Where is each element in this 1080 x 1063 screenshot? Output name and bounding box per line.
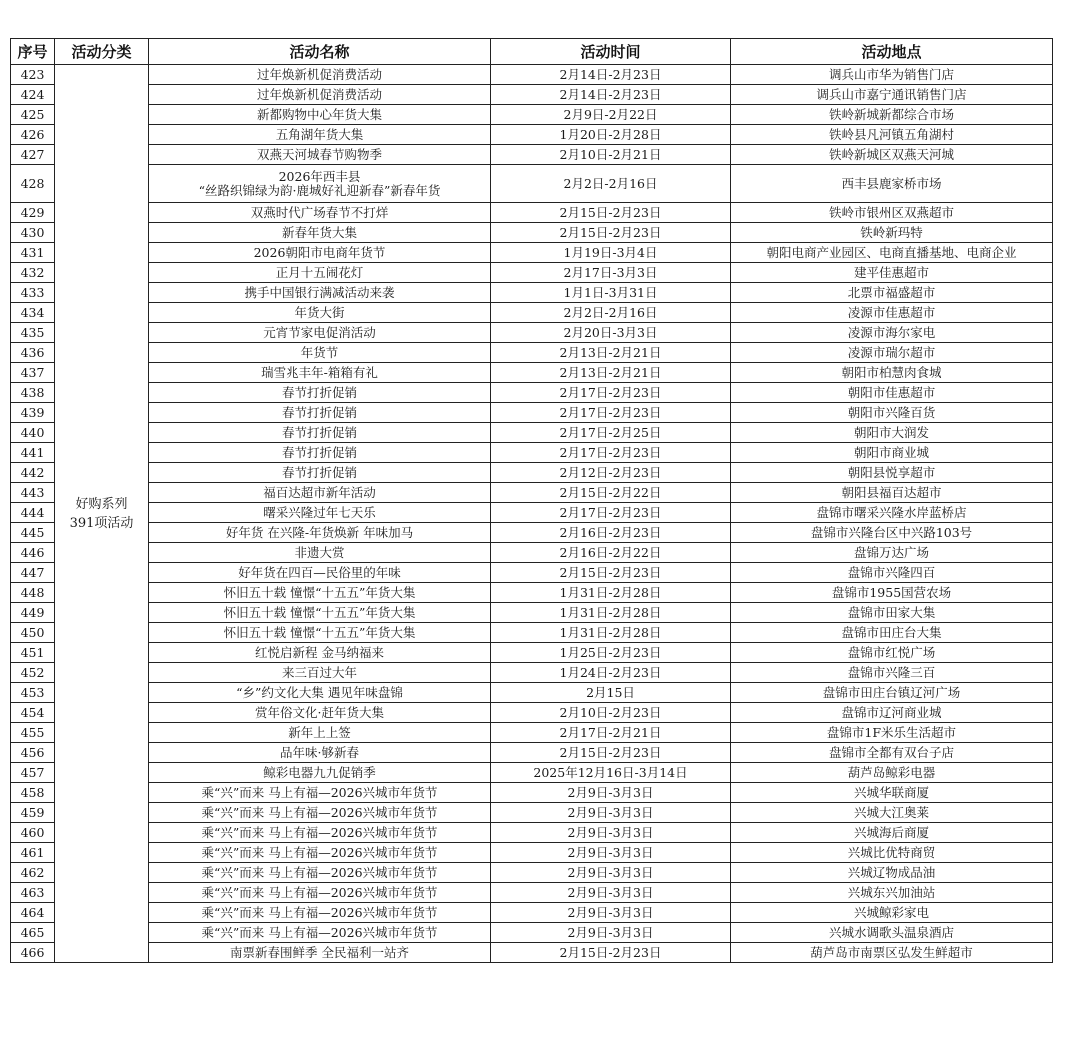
table-row	[11, 923, 1053, 943]
activity-name: 携手中国银行满减活动来袭	[149, 283, 491, 303]
activity-place: 盘锦市辽河商业城	[731, 703, 1053, 723]
activity-place: 盘锦市田庄台镇辽河广场	[731, 683, 1053, 703]
table-row	[11, 723, 1053, 743]
row-number: 457	[11, 763, 55, 783]
activity-name: 春节打折促销	[149, 443, 491, 463]
activity-name: 来三百过大年	[149, 663, 491, 683]
activity-place: 建平佳惠超市	[731, 263, 1053, 283]
activity-place: 朝阳电商产业园区、电商直播基地、电商企业	[731, 243, 1053, 263]
activity-name-line-1: 2026年西丰县	[278, 168, 361, 184]
row-number: 431	[11, 243, 55, 263]
activity-time: 2月12日-2月23日	[491, 463, 731, 483]
row-number: 425	[11, 105, 55, 125]
row-number: 459	[11, 803, 55, 823]
activity-name: 过年焕新机促消费活动	[149, 85, 491, 105]
activity-place: 朝阳市商业城	[731, 443, 1053, 463]
table-row	[11, 383, 1053, 403]
activity-place: 铁岭市银州区双燕超市	[731, 203, 1053, 223]
activity-name: 正月十五闹花灯	[149, 263, 491, 283]
row-number: 429	[11, 203, 55, 223]
table-row	[11, 243, 1053, 263]
row-number: 443	[11, 483, 55, 503]
activity-name: 2026朝阳市电商年货节	[149, 243, 491, 263]
activity-name: 春节打折促销	[149, 383, 491, 403]
row-number: 427	[11, 145, 55, 165]
activity-time: 1月31日-2月28日	[491, 603, 731, 623]
row-number: 435	[11, 323, 55, 343]
activity-name: 福百达超市新年活动	[149, 483, 491, 503]
row-number: 452	[11, 663, 55, 683]
activity-time: 2月16日-2月22日	[491, 543, 731, 563]
row-number: 434	[11, 303, 55, 323]
activity-time: 2月13日-2月21日	[491, 343, 731, 363]
table-row	[11, 403, 1053, 423]
table-row	[11, 343, 1053, 363]
activity-time: 1月1日-3月31日	[491, 283, 731, 303]
table-row	[11, 443, 1053, 463]
table-row	[11, 65, 1053, 85]
activity-time: 2月9日-2月22日	[491, 105, 731, 125]
row-number: 453	[11, 683, 55, 703]
table-row	[11, 303, 1053, 323]
table-row	[11, 803, 1053, 823]
activity-time: 2月20日-3月3日	[491, 323, 731, 343]
activity-place: 调兵山市华为销售门店	[731, 65, 1053, 85]
header-category: 活动分类	[55, 39, 149, 65]
activity-name: 乘“兴”而来 马上有福—2026兴城市年货节	[149, 883, 491, 903]
table-row	[11, 823, 1053, 843]
activity-time: 2月17日-2月23日	[491, 443, 731, 463]
activity-time: 1月24日-2月23日	[491, 663, 731, 683]
activity-name: 好年货在四百—民俗里的年味	[149, 563, 491, 583]
header-row	[11, 39, 1053, 65]
activity-time: 1月31日-2月28日	[491, 583, 731, 603]
activity-name: 年货节	[149, 343, 491, 363]
activity-place: 兴城辽物成品油	[731, 863, 1053, 883]
activity-place: 朝阳县福百达超市	[731, 483, 1053, 503]
table-row	[11, 125, 1053, 145]
activity-name	[149, 165, 491, 203]
activity-place: 兴城水调歌头温泉酒店	[731, 923, 1053, 943]
table-row	[11, 603, 1053, 623]
activity-time: 2月2日-2月16日	[491, 165, 731, 203]
table-row	[11, 863, 1053, 883]
table-row	[11, 423, 1053, 443]
activity-time: 2月9日-3月3日	[491, 803, 731, 823]
activity-place: 兴城华联商厦	[731, 783, 1053, 803]
table-row	[11, 203, 1053, 223]
activity-place: 兴城海后商厦	[731, 823, 1053, 843]
table-row	[11, 903, 1053, 923]
table-row	[11, 223, 1053, 243]
activity-name: 新春年货大集	[149, 223, 491, 243]
table-row	[11, 563, 1053, 583]
activity-time: 2月17日-2月23日	[491, 503, 731, 523]
row-number: 444	[11, 503, 55, 523]
activity-place: 盘锦市田家大集	[731, 603, 1053, 623]
activity-name: 乘“兴”而来 马上有福—2026兴城市年货节	[149, 783, 491, 803]
row-number: 423	[11, 65, 55, 85]
table-row	[11, 683, 1053, 703]
activity-place: 凌源市瑞尔超市	[731, 343, 1053, 363]
activity-place: 调兵山市嘉宁通讯销售门店	[731, 85, 1053, 105]
activity-time: 1月31日-2月28日	[491, 623, 731, 643]
activity-place: 盘锦市1955国营农场	[731, 583, 1053, 603]
activity-time: 1月25日-2月23日	[491, 643, 731, 663]
activity-place: 铁岭新城新都综合市场	[731, 105, 1053, 125]
activity-name: 双燕时代广场春节不打烊	[149, 203, 491, 223]
row-number: 455	[11, 723, 55, 743]
row-number: 454	[11, 703, 55, 723]
row-number: 460	[11, 823, 55, 843]
activity-name: 瑞雪兆丰年-箱箱有礼	[149, 363, 491, 383]
activity-time: 2月15日-2月23日	[491, 743, 731, 763]
table-row	[11, 763, 1053, 783]
activity-name: 乘“兴”而来 马上有福—2026兴城市年货节	[149, 903, 491, 923]
activity-place: 盘锦市曙采兴隆水岸蓝桥店	[731, 503, 1053, 523]
activity-place: 盘锦万达广场	[731, 543, 1053, 563]
table-row	[11, 165, 1053, 203]
table-row	[11, 703, 1053, 723]
activity-name: 春节打折促销	[149, 403, 491, 423]
table-row	[11, 783, 1053, 803]
row-number: 428	[11, 165, 55, 203]
activity-place: 兴城大江奥莱	[731, 803, 1053, 823]
row-number: 446	[11, 543, 55, 563]
row-number: 430	[11, 223, 55, 243]
activity-place: 兴城比优特商贸	[731, 843, 1053, 863]
activity-name: 春节打折促销	[149, 463, 491, 483]
table-row	[11, 743, 1053, 763]
activity-name: 曙采兴隆过年七天乐	[149, 503, 491, 523]
row-number: 436	[11, 343, 55, 363]
activity-time: 2月17日-2月23日	[491, 383, 731, 403]
activity-name: 品年味·够新春	[149, 743, 491, 763]
activity-time: 2月9日-3月3日	[491, 823, 731, 843]
table-row	[11, 363, 1053, 383]
row-number: 442	[11, 463, 55, 483]
activity-place: 兴城鲸彩家电	[731, 903, 1053, 923]
row-number: 456	[11, 743, 55, 763]
category-line-2: 391项活动	[69, 515, 134, 531]
row-number: 445	[11, 523, 55, 543]
activity-place: 盘锦市田庄台大集	[731, 623, 1053, 643]
activity-name: 赏年俗文化·赶年货大集	[149, 703, 491, 723]
row-number: 451	[11, 643, 55, 663]
row-number: 463	[11, 883, 55, 903]
header-place: 活动地点	[731, 39, 1053, 65]
activity-place: 北票市福盛超市	[731, 283, 1053, 303]
activity-place: 凌源市海尔家电	[731, 323, 1053, 343]
activity-time: 2月15日-2月22日	[491, 483, 731, 503]
activity-name: 年货大街	[149, 303, 491, 323]
activity-place: 西丰县鹿家桥市场	[731, 165, 1053, 203]
activity-place: 朝阳县悦享超市	[731, 463, 1053, 483]
header-name: 活动名称	[149, 39, 491, 65]
activity-place: 铁岭新玛特	[731, 223, 1053, 243]
activity-time: 2月14日-2月23日	[491, 85, 731, 105]
activity-time: 2月15日-2月23日	[491, 203, 731, 223]
table-row	[11, 643, 1053, 663]
activity-time: 2月10日-2月23日	[491, 703, 731, 723]
activity-place: 铁岭县凡河镇五角湖村	[731, 125, 1053, 145]
table-row	[11, 583, 1053, 603]
activity-time: 2月15日-2月23日	[491, 563, 731, 583]
table-row	[11, 263, 1053, 283]
activity-name: 怀旧五十载 憧憬“十五五”年货大集	[149, 583, 491, 603]
row-number: 426	[11, 125, 55, 145]
row-number: 462	[11, 863, 55, 883]
activity-place: 盘锦市兴隆台区中兴路103号	[731, 523, 1053, 543]
activity-name: 乘“兴”而来 马上有福—2026兴城市年货节	[149, 923, 491, 943]
activity-name: 鲸彩电器九九促销季	[149, 763, 491, 783]
activity-time: 2025年12月16日-3月14日	[491, 763, 731, 783]
activity-place: 朝阳市兴隆百货	[731, 403, 1053, 423]
table-row	[11, 283, 1053, 303]
row-number: 450	[11, 623, 55, 643]
activity-time: 2月17日-2月23日	[491, 403, 731, 423]
activity-place: 铁岭新城区双燕天河城	[731, 145, 1053, 165]
activity-time: 2月9日-3月3日	[491, 843, 731, 863]
row-number: 447	[11, 563, 55, 583]
activity-name: 乘“兴”而来 马上有福—2026兴城市年货节	[149, 823, 491, 843]
activity-time: 2月10日-2月21日	[491, 145, 731, 165]
activity-place: 兴城东兴加油站	[731, 883, 1053, 903]
row-number: 461	[11, 843, 55, 863]
activity-name: “乡”约文化大集 遇见年味盘锦	[149, 683, 491, 703]
table-row	[11, 623, 1053, 643]
header-time: 活动时间	[491, 39, 731, 65]
activity-place: 盘锦市兴隆三百	[731, 663, 1053, 683]
row-number: 440	[11, 423, 55, 443]
activity-name: 红悦启新程 金马纳福来	[149, 643, 491, 663]
activity-time: 2月9日-3月3日	[491, 883, 731, 903]
activity-name: 过年焕新机促消费活动	[149, 65, 491, 85]
table-row	[11, 323, 1053, 343]
table-row	[11, 663, 1053, 683]
activity-name: 乘“兴”而来 马上有福—2026兴城市年货节	[149, 843, 491, 863]
activity-table	[10, 38, 1053, 963]
table-row	[11, 523, 1053, 543]
table-row	[11, 883, 1053, 903]
row-number: 432	[11, 263, 55, 283]
category-line-1: 好购系列	[75, 496, 128, 512]
activity-time: 2月17日-2月25日	[491, 423, 731, 443]
activity-name: 五角湖年货大集	[149, 125, 491, 145]
activity-time: 2月15日-2月23日	[491, 223, 731, 243]
activity-place: 盘锦市红悦广场	[731, 643, 1053, 663]
activity-place: 凌源市佳惠超市	[731, 303, 1053, 323]
activity-place: 盘锦市兴隆四百	[731, 563, 1053, 583]
row-number: 438	[11, 383, 55, 403]
activity-place: 葫芦岛市南票区弘发生鲜超市	[731, 943, 1053, 963]
activity-time: 2月9日-3月3日	[491, 863, 731, 883]
activity-time: 2月13日-2月21日	[491, 363, 731, 383]
activity-place: 朝阳市柏慧肉食城	[731, 363, 1053, 383]
category-cell	[55, 65, 149, 963]
activity-time: 2月14日-2月23日	[491, 65, 731, 85]
activity-time: 1月19日-3月4日	[491, 243, 731, 263]
activity-name: 新都购物中心年货大集	[149, 105, 491, 125]
activity-time: 1月20日-2月28日	[491, 125, 731, 145]
table-row	[11, 503, 1053, 523]
activity-name: 新年上上签	[149, 723, 491, 743]
activity-place: 葫芦岛鲸彩电器	[731, 763, 1053, 783]
row-number: 466	[11, 943, 55, 963]
activity-time: 2月16日-2月23日	[491, 523, 731, 543]
activity-name: 非遗大赏	[149, 543, 491, 563]
activity-name: 乘“兴”而来 马上有福—2026兴城市年货节	[149, 803, 491, 823]
activity-name: 南票新春围鲜季 全民福利一站齐	[149, 943, 491, 963]
activity-time: 2月15日	[491, 683, 731, 703]
activity-name: 怀旧五十载 憧憬“十五五”年货大集	[149, 603, 491, 623]
activity-time: 2月2日-2月16日	[491, 303, 731, 323]
row-number: 433	[11, 283, 55, 303]
table-row	[11, 483, 1053, 503]
activity-name-line-2: “丝路织锦绿为韵·鹿城好礼迎新春”新春年货	[198, 182, 441, 198]
table-row	[11, 843, 1053, 863]
header-no: 序号	[11, 39, 55, 65]
row-number: 448	[11, 583, 55, 603]
activity-name: 好年货 在兴隆-年货焕新 年味加马	[149, 523, 491, 543]
activity-name: 怀旧五十载 憧憬“十五五”年货大集	[149, 623, 491, 643]
table-row	[11, 943, 1053, 963]
table-row	[11, 463, 1053, 483]
activity-place: 盘锦市全都有双台子店	[731, 743, 1053, 763]
activity-name: 春节打折促销	[149, 423, 491, 443]
activity-name: 乘“兴”而来 马上有福—2026兴城市年货节	[149, 863, 491, 883]
row-number: 464	[11, 903, 55, 923]
activity-name: 双燕天河城春节购物季	[149, 145, 491, 165]
row-number: 437	[11, 363, 55, 383]
table-body	[11, 65, 1053, 963]
table-row	[11, 105, 1053, 125]
row-number: 441	[11, 443, 55, 463]
row-number: 449	[11, 603, 55, 623]
activity-time: 2月17日-2月21日	[491, 723, 731, 743]
row-number: 465	[11, 923, 55, 943]
activity-time: 2月17日-3月3日	[491, 263, 731, 283]
row-number: 458	[11, 783, 55, 803]
activity-place: 朝阳市大润发	[731, 423, 1053, 443]
table-row	[11, 145, 1053, 165]
activity-time: 2月15日-2月23日	[491, 943, 731, 963]
activity-time: 2月9日-3月3日	[491, 923, 731, 943]
row-number: 424	[11, 85, 55, 105]
activity-place: 盘锦市1F米乐生活超市	[731, 723, 1053, 743]
activity-time: 2月9日-3月3日	[491, 903, 731, 923]
activity-place: 朝阳市佳惠超市	[731, 383, 1053, 403]
table-row	[11, 543, 1053, 563]
table-row	[11, 85, 1053, 105]
activity-name: 元宵节家电促消活动	[149, 323, 491, 343]
row-number: 439	[11, 403, 55, 423]
activity-time: 2月9日-3月3日	[491, 783, 731, 803]
